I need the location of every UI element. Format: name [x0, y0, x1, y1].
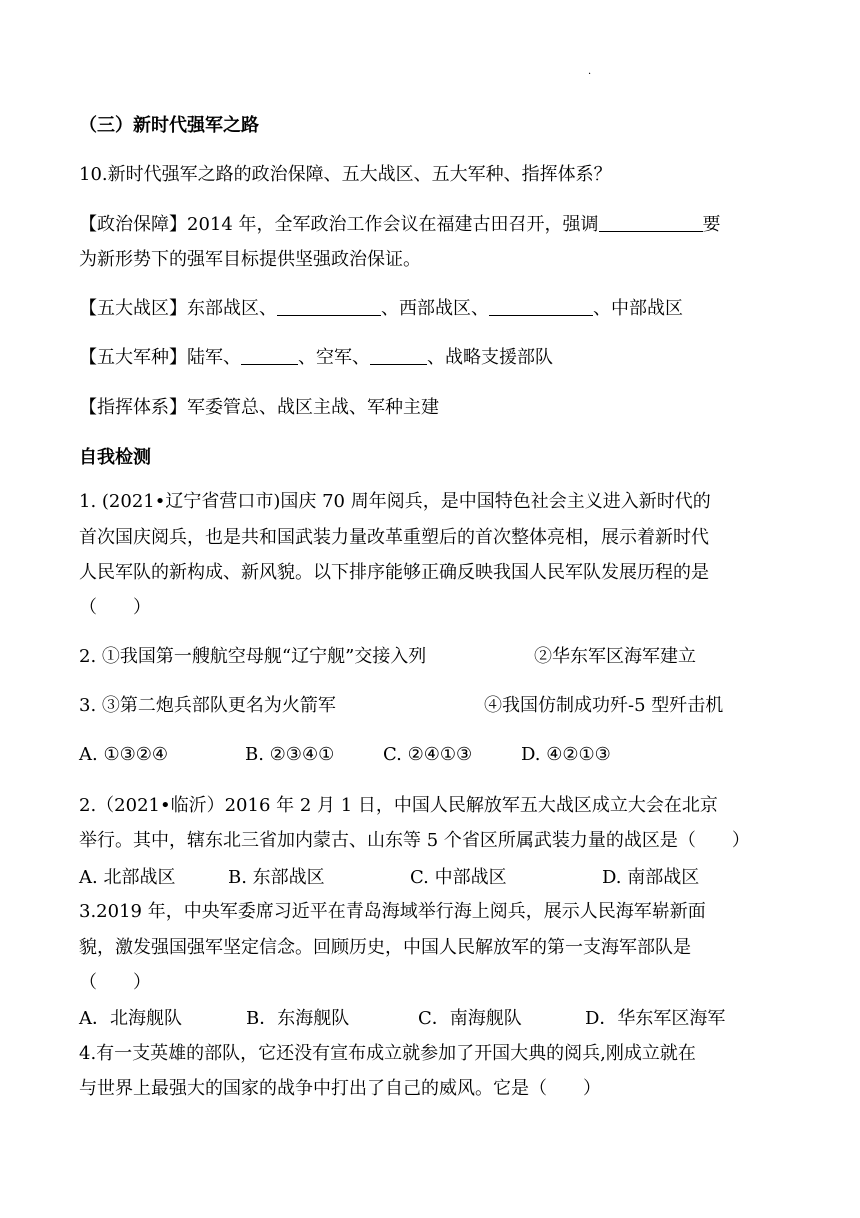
- q1-option-c[interactable]: C. ②④①③: [383, 744, 473, 765]
- q4-line1: 4.有一支英雄的部队，它还没有宣布成立就参加了开国大典的阅兵,刚成立就在: [79, 1043, 696, 1064]
- q3-option-b[interactable]: B．东海舰队: [246, 1008, 350, 1029]
- q2-option-a[interactable]: A. 北部战区: [79, 867, 176, 888]
- command-text: 军委管总、战区主战、军种主建: [187, 397, 439, 418]
- services-blank-1[interactable]: [241, 346, 298, 365]
- command-tag: 【指挥体系】: [79, 397, 187, 418]
- q1-line2: 首次国庆阅兵，也是共和国武装力量改革重塑后的首次整体亮相，展示着新时代: [79, 527, 709, 548]
- section-heading: （三）新时代强军之路: [79, 115, 259, 136]
- theaters-blank-1[interactable]: [277, 297, 381, 316]
- q1-option-b[interactable]: B. ②③④①: [245, 744, 335, 765]
- q1-line3: 人民军队的新构成、新风貌。以下排序能够正确反映我国人民军队发展历程的是: [79, 562, 709, 583]
- services-part1: 陆军、: [187, 347, 241, 368]
- q1-option-d[interactable]: D. ④②①③: [521, 744, 611, 765]
- q1-line4: （ ）: [79, 597, 151, 618]
- q10-theaters-line: [79, 297, 683, 321]
- political-tag: 【政治保障】: [79, 214, 187, 235]
- political-text-b: 要: [702, 214, 721, 235]
- q3-line1: 3.2019 年，中央军委席习近平在青岛海域举行海上阅兵，展示人民海军崭新面: [79, 901, 706, 922]
- theaters-tag: 【五大战区】: [79, 298, 187, 319]
- q2-option-b[interactable]: B. 东部战区: [228, 867, 325, 888]
- self-test-heading: 自我检测: [79, 447, 151, 468]
- theaters-part3: 、中部战区: [593, 298, 683, 319]
- page-mark: ·: [588, 69, 592, 80]
- q10-command-line: [79, 396, 439, 420]
- q10-political-line: [79, 213, 721, 237]
- q2-option-c[interactable]: C. 中部战区: [410, 867, 507, 888]
- political-text-a: 2014 年，全军政治工作会议在福建古田召开，强调: [187, 214, 599, 235]
- q1-items-3: [79, 694, 724, 718]
- q1-items-2: [79, 645, 696, 669]
- q2-line2: 举行。其中，辖东北三省加内蒙古、山东等 5 个省区所属武装力量的战区是（ ）: [79, 830, 750, 851]
- theaters-part1: 东部战区、: [187, 298, 277, 319]
- q3-line2: 貌，激发强国强军坚定信念。回顾历史，中国人民解放军的第一支海军部队是: [79, 937, 691, 958]
- political-blank[interactable]: [599, 213, 703, 232]
- q4-line2: 与世界上最强大的国家的战争中打出了自己的威风。它是（ ）: [79, 1078, 601, 1099]
- q3-option-a[interactable]: A．北海舰队: [79, 1008, 182, 1029]
- theaters-blank-2[interactable]: [489, 297, 593, 316]
- q1-line1: 1. (2021•辽宁省营口市)国庆 70 周年阅兵，是中国特色社会主义进入新时代的: [79, 491, 711, 512]
- q10-question: 10.新时代强军之路的政治保障、五大战区、五大军种、指挥体系？: [79, 164, 612, 185]
- q1-item2-b: ②华东军区海军建立: [534, 646, 696, 667]
- q3-option-d[interactable]: D．华东军区海军: [585, 1008, 726, 1029]
- services-part2: 、空军、: [298, 347, 370, 368]
- q1-option-a[interactable]: A. ①③②④: [79, 744, 168, 765]
- theaters-part2: 、西部战区、: [381, 298, 489, 319]
- political-line2: 为新形势下的强军目标提供坚强政治保证。: [79, 249, 421, 270]
- services-part3: 、战略支援部队: [427, 347, 553, 368]
- q2-line1: 2.（2021•临沂）2016 年 2 月 1 日，中国人民解放军五大战区成立大会在北京: [79, 795, 718, 816]
- q2-option-d[interactable]: D. 南部战区: [602, 867, 700, 888]
- services-tag: 【五大军种】: [79, 347, 187, 368]
- q3-option-c[interactable]: C．南海舰队: [418, 1008, 522, 1029]
- q1-item2-a: 2. ①我国第一艘航空母舰“辽宁舰”交接入列: [79, 646, 427, 667]
- q10-services-line: [79, 346, 553, 370]
- q1-item3-a: 3. ③第二炮兵部队更名为火箭军: [79, 695, 336, 716]
- q3-line3: （ ）: [79, 972, 151, 993]
- services-blank-2[interactable]: [370, 346, 427, 365]
- q1-item3-b: ④我国仿制成功歼-5 型歼击机: [484, 695, 724, 716]
